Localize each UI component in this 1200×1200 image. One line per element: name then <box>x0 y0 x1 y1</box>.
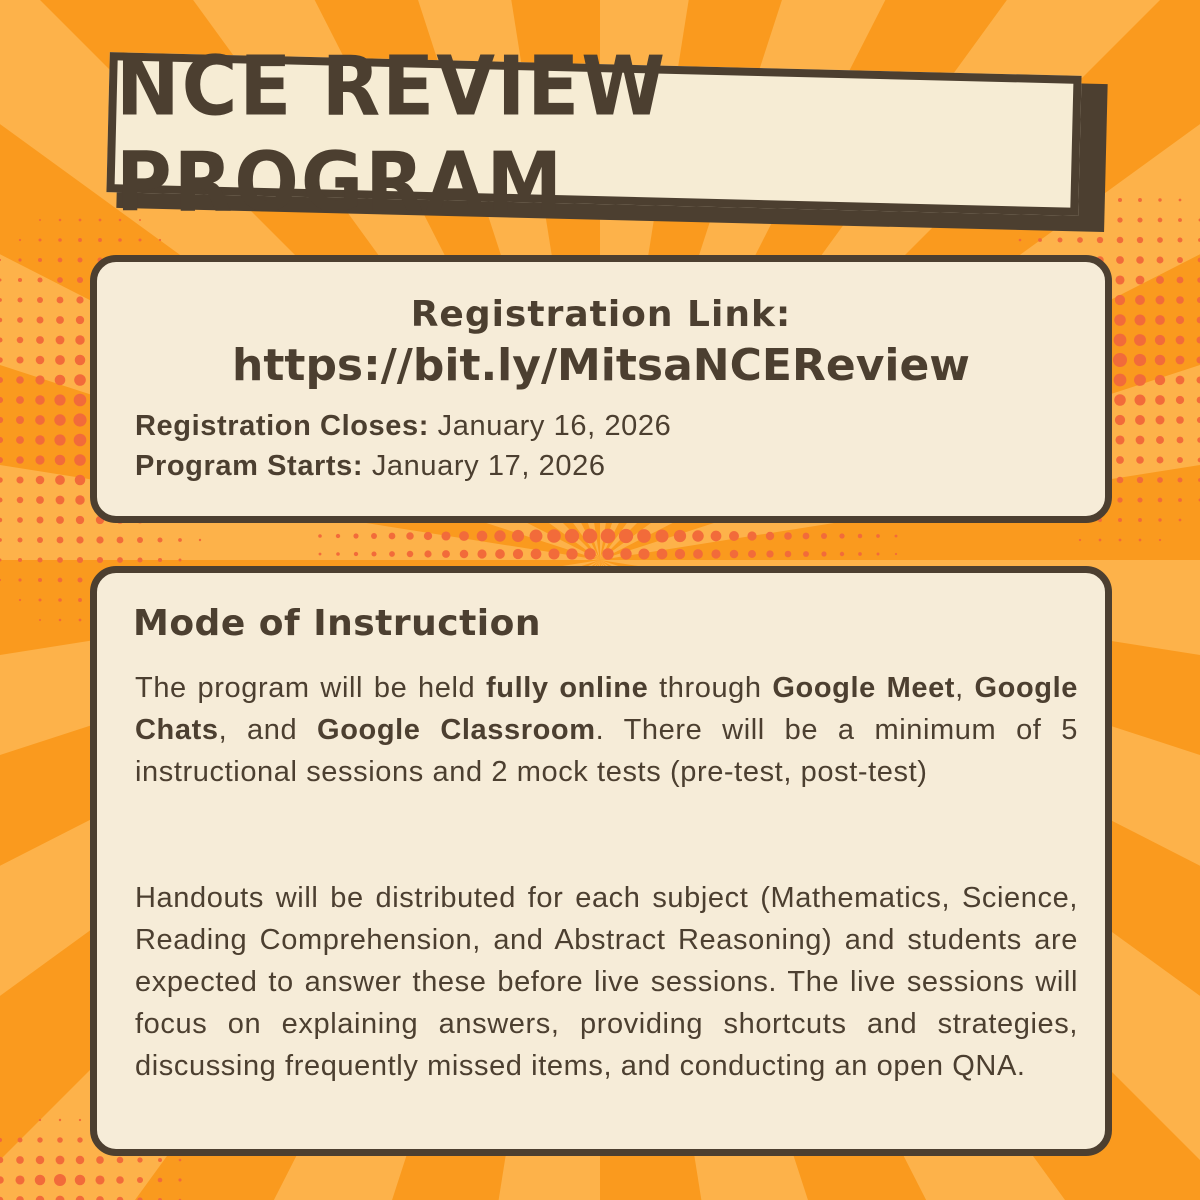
halftone-dot <box>406 532 414 540</box>
body-text: through <box>648 672 773 704</box>
halftone-dot <box>840 552 844 556</box>
halftone-dot <box>95 1175 104 1184</box>
halftone-dot <box>36 476 45 485</box>
halftone-dot <box>38 578 42 582</box>
halftone-dot <box>54 394 65 405</box>
halftone-dot <box>619 529 633 543</box>
body-text: , and <box>218 714 318 746</box>
halftone-dot <box>1115 275 1124 284</box>
halftone-dot <box>477 549 486 558</box>
halftone-dot <box>99 219 102 222</box>
halftone-dot <box>1157 477 1163 483</box>
halftone-dot <box>54 1174 66 1186</box>
halftone-dot <box>35 455 44 464</box>
halftone-dot <box>59 619 62 622</box>
halftone-dot <box>96 1156 104 1164</box>
halftone-dot <box>1179 519 1182 522</box>
halftone-dot <box>96 536 103 543</box>
halftone-dot <box>1179 199 1182 202</box>
halftone-dot <box>199 539 201 541</box>
halftone-dot <box>839 533 844 538</box>
halftone-dot <box>75 335 84 344</box>
halftone-dot <box>158 1158 162 1162</box>
halftone-dot <box>38 238 41 241</box>
halftone-dot <box>74 394 87 407</box>
emphasis-text: Google Chats <box>135 672 1078 746</box>
halftone-dot <box>1156 436 1164 444</box>
halftone-dot <box>1157 457 1164 464</box>
halftone-dot <box>37 517 44 524</box>
halftone-dot <box>1156 276 1164 284</box>
halftone-dot <box>18 298 23 303</box>
halftone-dot <box>1114 394 1126 406</box>
halftone-dot <box>1097 237 1103 243</box>
halftone-dot <box>117 537 124 544</box>
halftone-dot <box>620 548 631 559</box>
halftone-dot <box>442 550 450 558</box>
halftone-dot <box>1115 415 1125 425</box>
halftone-dot <box>138 238 141 241</box>
halftone-dot <box>36 1156 44 1164</box>
halftone-dot <box>56 516 64 524</box>
halftone-dot <box>78 578 83 583</box>
program-starts-label: Program Starts: <box>135 450 364 482</box>
halftone-dot <box>1114 314 1126 326</box>
halftone-dot <box>78 598 82 602</box>
halftone-dot <box>1176 396 1184 404</box>
mode-paragraph-2: Handouts will be distributed for each subject (Mathematics, Science, Reading Comprehension, and Abstract Reasoning) and students are expected to answer these before live sessions. The live sessions will focus on explaining answers, providing shortcuts and strategies, discussing frequently missed items, and conducting an open QNA. <box>135 882 1078 1082</box>
halftone-dot <box>424 550 431 557</box>
halftone-dot <box>16 436 24 444</box>
body-text: , <box>955 672 975 704</box>
halftone-dot <box>1138 518 1142 522</box>
halftone-dot <box>56 316 64 324</box>
registration-closes-value: January 16, 2026 <box>429 410 672 442</box>
halftone-dot <box>1117 497 1122 502</box>
halftone-dot <box>1176 376 1185 385</box>
halftone-dot <box>37 557 42 562</box>
halftone-dot <box>565 529 579 543</box>
halftone-dot <box>178 538 182 542</box>
halftone-dot <box>877 553 880 556</box>
halftone-dot <box>58 238 62 242</box>
registration-closes-label: Registration Closes: <box>135 410 429 442</box>
halftone-dot <box>895 535 898 538</box>
halftone-dot <box>1117 237 1124 244</box>
halftone-dot <box>137 557 142 562</box>
halftone-dot <box>79 1119 81 1121</box>
halftone-dot <box>54 434 65 445</box>
halftone-dot <box>1136 256 1144 264</box>
halftone-dot <box>512 530 524 542</box>
halftone-dot <box>1157 237 1163 243</box>
halftone-dot <box>19 599 21 601</box>
halftone-dot <box>55 475 65 485</box>
halftone-dot <box>547 529 561 543</box>
halftone-dot <box>1114 334 1127 347</box>
body-text: . There will be a minimum of 5 instructional sessions and 2 mock tests (pre-test, post-test) <box>135 714 1078 788</box>
halftone-dot <box>98 238 102 242</box>
halftone-dot <box>158 558 162 562</box>
halftone-dot <box>566 548 577 559</box>
halftone-dot <box>77 277 83 283</box>
halftone-dot <box>137 1177 143 1183</box>
halftone-dot <box>76 1156 84 1164</box>
halftone-dot <box>1099 539 1102 542</box>
halftone-dot <box>601 529 616 544</box>
halftone-dot <box>1157 257 1164 264</box>
halftone-dot <box>1137 237 1143 243</box>
halftone-dot <box>17 517 23 523</box>
halftone-dot <box>495 549 505 559</box>
halftone-dot <box>336 552 340 556</box>
halftone-dot <box>1135 395 1146 406</box>
registration-link[interactable]: https://bit.ly/MitsaNCEReview <box>232 340 970 391</box>
registration-card <box>90 255 1112 523</box>
halftone-dot <box>1155 375 1165 385</box>
halftone-dot <box>729 531 739 541</box>
halftone-dot <box>17 337 23 343</box>
halftone-dot <box>513 549 523 559</box>
halftone-dot <box>1114 374 1127 387</box>
halftone-dot <box>35 1175 46 1186</box>
halftone-dot <box>460 550 469 559</box>
halftone-dot <box>1135 415 1145 425</box>
halftone-dot <box>1079 539 1081 541</box>
halftone-dot <box>55 455 66 466</box>
halftone-dot <box>35 395 45 405</box>
halftone-dot <box>803 551 809 557</box>
halftone-dot <box>78 258 83 263</box>
halftone-dot <box>424 532 432 540</box>
halftone-dot <box>58 578 63 583</box>
halftone-dot <box>1176 356 1185 365</box>
halftone-dot <box>494 530 505 541</box>
halftone-dot <box>35 375 44 384</box>
halftone-dot <box>38 258 42 262</box>
halftone-dot <box>693 549 703 559</box>
halftone-dot <box>1113 353 1127 367</box>
mode-heading: Mode of Instruction <box>133 603 541 644</box>
halftone-dot <box>54 414 65 425</box>
halftone-dot <box>97 557 103 563</box>
halftone-dot <box>711 549 720 558</box>
halftone-dot <box>16 476 23 483</box>
halftone-dot <box>18 1138 23 1143</box>
halftone-dot <box>179 559 182 562</box>
halftone-dot <box>1117 477 1124 484</box>
halftone-dot <box>1177 457 1183 463</box>
halftone-dot <box>74 374 86 386</box>
mode-of-instruction-card <box>90 566 1112 1156</box>
halftone-dot <box>1155 395 1165 405</box>
halftone-dot <box>1136 436 1145 445</box>
halftone-dot <box>16 456 24 464</box>
halftone-dot <box>37 537 43 543</box>
halftone-dot <box>1135 295 1145 305</box>
halftone-dot <box>74 434 87 447</box>
halftone-dot <box>785 551 792 558</box>
halftone-dot <box>692 530 703 541</box>
halftone-dot <box>35 415 45 425</box>
halftone-dot <box>37 1137 42 1142</box>
halftone-dot <box>1136 456 1144 464</box>
body-text: The program will be held <box>135 672 486 704</box>
registration-closes-line <box>135 410 671 443</box>
halftone-dot <box>18 558 22 562</box>
halftone-dot <box>1038 238 1042 242</box>
halftone-dot <box>57 1137 63 1143</box>
halftone-dot <box>531 549 542 560</box>
halftone-dot <box>76 296 83 303</box>
emphasis-text: fully online <box>486 672 649 704</box>
halftone-dot <box>1158 498 1163 503</box>
halftone-dot <box>1176 316 1184 324</box>
halftone-dot <box>75 475 86 486</box>
halftone-dot <box>75 495 84 504</box>
halftone-dot <box>56 1156 65 1165</box>
halftone-dot <box>1118 198 1122 202</box>
halftone-dot <box>38 598 41 601</box>
halftone-dot <box>158 1178 163 1183</box>
halftone-dot <box>1178 478 1183 483</box>
halftone-dot <box>821 533 827 539</box>
halftone-dot <box>137 1157 142 1162</box>
halftone-dot <box>1155 315 1165 325</box>
halftone-dot <box>354 552 358 556</box>
halftone-dot <box>1119 539 1122 542</box>
halftone-dot <box>803 533 810 540</box>
halftone-dot <box>158 538 163 543</box>
halftone-dot <box>35 435 45 445</box>
halftone-dot <box>1177 277 1184 284</box>
halftone-dot <box>74 454 86 466</box>
halftone-dot <box>876 534 880 538</box>
halftone-dot <box>353 533 358 538</box>
halftone-dot <box>15 1175 24 1184</box>
halftone-dot <box>78 238 82 242</box>
halftone-dot <box>179 1159 182 1162</box>
halftone-dot <box>656 530 669 543</box>
halftone-dot <box>55 355 65 365</box>
halftone-dot <box>1116 456 1124 464</box>
halftone-dot <box>1158 218 1163 223</box>
halftone-dot <box>1136 276 1145 285</box>
halftone-dot <box>178 1178 181 1181</box>
halftone-dot <box>77 1137 82 1142</box>
halftone-dot <box>1178 238 1183 243</box>
halftone-dot <box>1138 198 1142 202</box>
mode-paragraph-1 <box>135 667 1078 793</box>
program-starts-line <box>135 450 606 483</box>
halftone-dot <box>1155 355 1166 366</box>
halftone-dot <box>1139 539 1142 542</box>
halftone-dot <box>16 396 24 404</box>
halftone-dot <box>16 356 23 363</box>
halftone-dot <box>895 553 897 555</box>
halftone-dot <box>58 598 62 602</box>
halftone-dot <box>117 1157 124 1164</box>
halftone-dot <box>1019 239 1022 242</box>
halftone-dot <box>59 1119 61 1121</box>
halftone-dot <box>1156 416 1165 425</box>
registration-heading: Registration Link: <box>410 294 792 335</box>
halftone-dot <box>57 537 64 544</box>
halftone-dot <box>1176 416 1184 424</box>
halftone-dot <box>1077 237 1083 243</box>
halftone-dot <box>389 551 395 557</box>
halftone-dot <box>57 297 64 304</box>
halftone-dot <box>118 238 122 242</box>
halftone-dot <box>1058 238 1063 243</box>
halftone-dot <box>747 531 756 540</box>
halftone-dot <box>1137 497 1142 502</box>
program-starts-value: January 17, 2026 <box>363 450 606 482</box>
halftone-dot <box>389 533 396 540</box>
emphasis-text: Google Meet <box>772 672 956 704</box>
halftone-dot <box>18 278 22 282</box>
halftone-dot <box>637 529 651 543</box>
halftone-dot <box>1178 498 1182 502</box>
halftone-dot <box>39 1119 41 1121</box>
halftone-dot <box>477 531 488 542</box>
page-title: NCE REVIEW PROGRAM <box>116 37 668 231</box>
halftone-dot <box>1177 257 1183 263</box>
halftone-dot <box>36 356 45 365</box>
halftone-dot <box>39 219 41 221</box>
halftone-dot <box>1176 336 1185 345</box>
halftone-dot <box>1176 296 1184 304</box>
halftone-dot <box>75 1175 86 1186</box>
halftone-dot <box>1177 437 1184 444</box>
halftone-dot <box>55 375 66 386</box>
halftone-dot <box>638 548 649 559</box>
halftone-dot <box>16 416 24 424</box>
halftone-dot <box>602 548 614 560</box>
halftone-dot <box>583 529 598 544</box>
halftone-dot <box>75 355 86 366</box>
halftone-dot <box>784 532 792 540</box>
halftone-dot <box>36 336 44 344</box>
halftone-dot <box>16 1156 24 1164</box>
halftone-dot <box>1134 374 1146 386</box>
halftone-dot <box>1137 217 1142 222</box>
halftone-dot <box>1116 256 1124 264</box>
halftone-dot <box>407 551 413 557</box>
halftone-dot <box>18 578 21 581</box>
halftone-dot <box>59 219 62 222</box>
halftone-dot <box>1158 198 1161 201</box>
halftone-dot <box>56 496 65 505</box>
halftone-dot <box>117 557 123 563</box>
halftone-dot <box>657 549 668 560</box>
halftone-dot <box>336 534 340 538</box>
halftone-dot <box>1118 518 1122 522</box>
halftone-dot <box>318 534 322 538</box>
halftone-dot <box>548 548 559 559</box>
halftone-dot <box>39 619 41 621</box>
halftone-dot <box>16 376 24 384</box>
halftone-dot <box>1117 217 1122 222</box>
halftone-dot <box>858 552 862 556</box>
halftone-dot <box>1137 477 1143 483</box>
halftone-dot <box>159 239 161 241</box>
halftone-dot <box>674 530 686 542</box>
halftone-dot <box>1115 295 1125 305</box>
halftone-dot <box>1115 435 1124 444</box>
halftone-dot <box>858 534 862 538</box>
halftone-dot <box>748 550 756 558</box>
halftone-dot <box>79 619 82 622</box>
halftone-dot <box>73 413 86 426</box>
halftone-dot <box>766 532 774 540</box>
halftone-dot <box>76 316 84 324</box>
halftone-dot <box>37 277 42 282</box>
halftone-dot <box>711 531 722 542</box>
halftone-dot <box>76 536 83 543</box>
halftone-dot <box>18 258 21 261</box>
halftone-dot <box>371 533 377 539</box>
halftone-dot <box>1155 335 1165 345</box>
halftone-dot <box>459 531 469 541</box>
halftone-dot <box>17 497 23 503</box>
halftone-dot <box>1159 539 1161 541</box>
halftone-dot <box>319 553 322 556</box>
halftone-dot <box>675 549 685 559</box>
halftone-dot <box>57 277 63 283</box>
halftone-dot <box>18 538 23 543</box>
halftone-dot <box>116 1176 124 1184</box>
halftone-dot <box>821 551 826 556</box>
halftone-dot <box>37 317 44 324</box>
halftone-dot <box>56 336 65 345</box>
emphasis-text: Google Classroom <box>317 714 596 746</box>
halftone-dot <box>58 258 63 263</box>
halftone-dot <box>1158 518 1161 521</box>
halftone-dot <box>1135 315 1146 326</box>
halftone-dot <box>77 557 83 563</box>
halftone-dot <box>79 219 82 222</box>
halftone-dot <box>36 496 44 504</box>
halftone-dot <box>57 557 63 563</box>
halftone-dot <box>371 551 376 556</box>
halftone-dot <box>137 537 143 543</box>
halftone-dot <box>17 317 23 323</box>
halftone-dot <box>766 550 773 557</box>
title-banner <box>106 37 1081 231</box>
halftone-dot <box>1134 334 1146 346</box>
halftone-dot <box>530 530 543 543</box>
halftone-dot <box>37 297 43 303</box>
halftone-dot <box>441 531 450 540</box>
halftone-dot <box>730 550 739 559</box>
halftone-dot <box>584 548 595 559</box>
halftone-dot <box>1178 218 1182 222</box>
halftone-dot <box>1134 354 1146 366</box>
halftone-dot <box>1156 296 1165 305</box>
halftone-dot <box>19 239 21 241</box>
halftone-dot <box>76 516 84 524</box>
